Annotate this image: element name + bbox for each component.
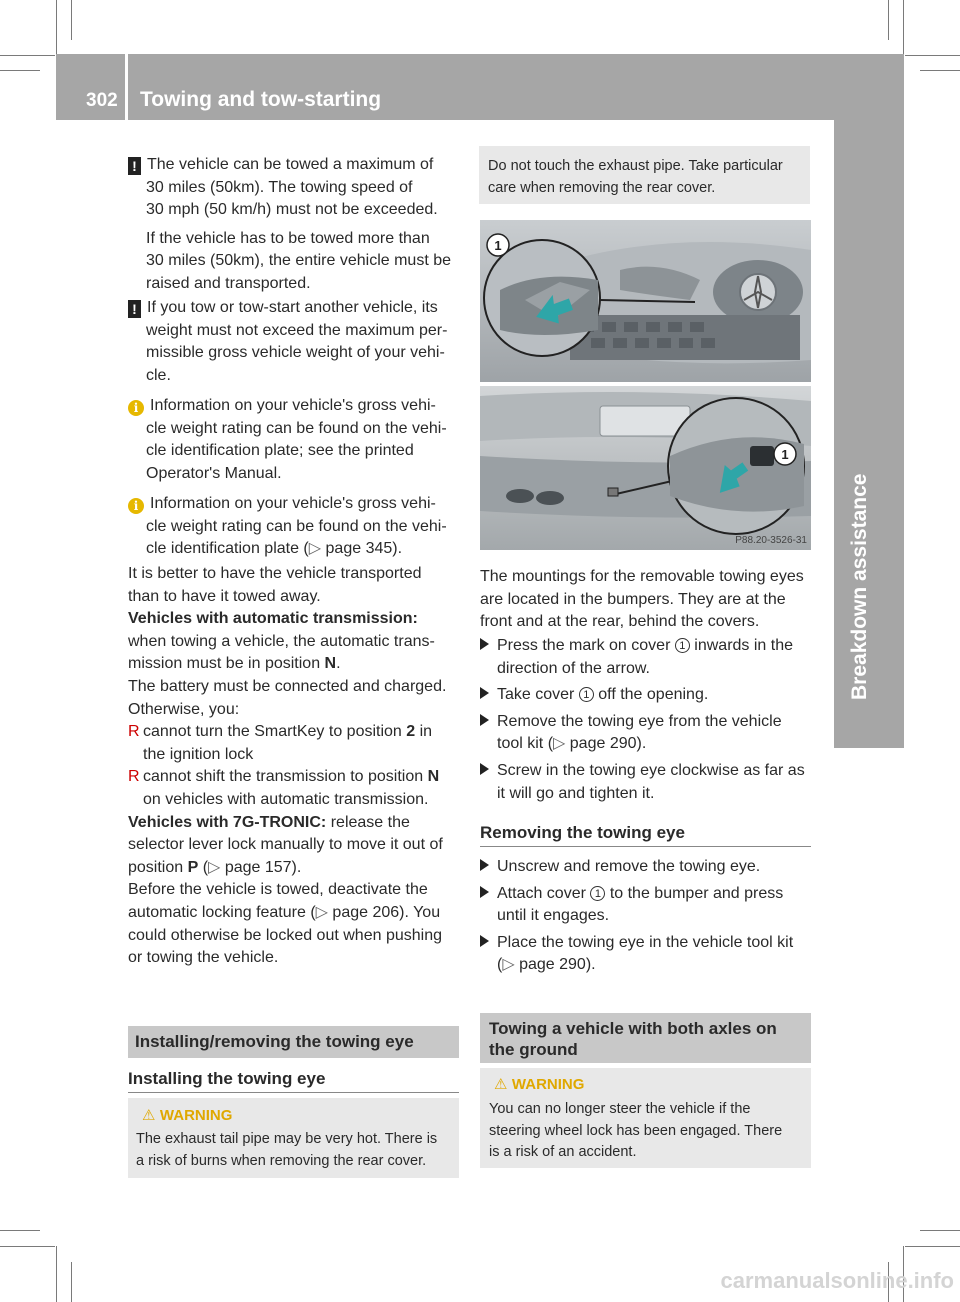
page-ref-icon: ▷	[553, 735, 566, 753]
watermark: carmanualsonline.info	[720, 1268, 954, 1293]
step-list: Press the mark on cover 1 inwards in the direction of the arrow. Take cover 1 off the opening. Remove the towing eye from the vehicle tool kit (▷ page 290). Screw in the towing eye clockwise as far as it will go and tighten it.	[480, 635, 815, 805]
crop-mark	[56, 0, 57, 55]
svg-text:1: 1	[781, 447, 789, 462]
step-arrow-icon	[480, 935, 489, 947]
section-header	[480, 1013, 811, 1063]
divider	[480, 846, 811, 847]
page-number: 302	[86, 90, 118, 111]
step-arrow-icon	[480, 638, 489, 650]
svg-text:1: 1	[494, 238, 502, 253]
section-title: Towing a vehicle with both axles on the ground	[489, 1019, 777, 1059]
note-block: ! If you tow or tow-start another vehicle, its weight must not exceed the maximum per- missible gross vehicle weight of your vehi- cle.	[128, 297, 463, 387]
section-header	[128, 1026, 459, 1058]
page-link[interactable]: page 290).	[569, 735, 647, 753]
section-title: Installing/removing the towing eye	[135, 1032, 414, 1051]
page-ref-icon: ▷	[315, 903, 328, 921]
crop-mark	[905, 55, 960, 56]
step-arrow-icon	[480, 859, 489, 871]
page-link[interactable]: page 290).	[519, 956, 596, 974]
list-item: Attach cover 1 to the bumper and press	[480, 883, 815, 906]
crop-mark	[0, 1246, 55, 1247]
crop-mark	[905, 1246, 960, 1247]
list-item: Remove the towing eye from the vehicle	[480, 711, 815, 734]
note-block: ! The vehicle can be towed a maximum of 30 miles (50km). The towing speed of 30 mph (50 km/h) must not be exceeded. If the vehicle has to be towed more than 30 miles (50km), the entire vehicle must be raised and transported.	[128, 154, 463, 296]
page-link[interactable]: page 345).	[325, 540, 403, 558]
bullet-icon: R	[128, 768, 140, 786]
page-link[interactable]: page 206). You	[332, 903, 441, 921]
image-code: P88.20-3526-31	[735, 535, 807, 546]
warning-box: ⚠ WARNING The exhaust tail pipe may be very hot. There is a risk of burns when removing the rear cover.	[128, 1098, 459, 1178]
step-arrow-icon	[480, 763, 489, 775]
subsection-title: Installing the towing eye	[128, 1069, 326, 1088]
warning-box: ⚠ WARNING You can no longer steer the vehicle if the steering wheel lock has been engaged. There is a risk of an accident.	[480, 1068, 811, 1168]
list-item: Screw in the towing eye clockwise as far as	[480, 760, 815, 783]
side-tab-label: Breakdown assistance	[848, 473, 871, 700]
rear-bumper-image	[480, 386, 811, 550]
list-item: Unscrew and remove the towing eye.	[480, 856, 815, 879]
subsection-title: Removing the towing eye	[480, 823, 685, 842]
info-icon: i	[128, 498, 144, 514]
crop-mark	[0, 1230, 40, 1231]
warning-icon: ⚠	[142, 1107, 156, 1124]
list-item: Press the mark on cover 1 inwards in the	[480, 635, 815, 658]
front-bumper-image	[480, 220, 811, 382]
crop-mark	[71, 1262, 72, 1302]
paragraph: The mountings for the removable towing eyes are located in the bumpers. They are at the front and at the rear, behind the covers.	[480, 568, 804, 631]
paragraph: It is better to have the vehicle transported than to have it towed away. Vehicles with automatic transmission: when towing a vehicle, the automatic trans- mission must be in position N. The battery must be connected and charged. Otherwise, you: R cannot turn the SmartKey to position 2 in the ignition lock R cannot shift the transmission to position N on vehicles with automatic transmission. Vehicles with 7G-TRONIC: release the selector lever lock manually to move it out of position P (▷ page 157). Before the vehicle is towed, deactivate the automatic locking feature (▷ page 206). You could otherwise be locked out when pushing or towing the vehicle.	[128, 563, 463, 970]
crop-mark	[0, 70, 40, 71]
info-block: i Information on your vehicle's gross vehi- cle weight rating can be found on the vehi- cle identification plate (▷ page 345).	[128, 493, 463, 561]
crop-mark	[0, 55, 55, 56]
crop-mark	[920, 70, 960, 71]
page-ref-icon: ▷	[502, 956, 515, 974]
warning-box-continued: Do not touch the exhaust pipe. Take particular care when removing the rear cover.	[479, 146, 810, 204]
crop-mark	[56, 1246, 57, 1302]
subheading: Vehicles with automatic transmission:	[128, 610, 418, 628]
warning-icon: ⚠	[494, 1076, 508, 1093]
header-separator	[125, 54, 128, 120]
subheading: Vehicles with 7G-TRONIC:	[128, 813, 327, 831]
crop-mark	[888, 0, 889, 40]
callout-icon: 1	[590, 886, 605, 901]
attention-icon: !	[128, 157, 141, 175]
crop-mark	[920, 1230, 960, 1231]
step-list: Unscrew and remove the towing eye. Attach cover 1 to the bumper and press until it engages. Place the towing eye in the vehicle tool kit (▷ page 290).	[480, 856, 815, 977]
info-block: i Information on your vehicle's gross vehi- cle weight rating can be found on the vehi- cle identification plate; see the printed Operator's Manual.	[128, 395, 463, 485]
divider	[128, 1092, 459, 1093]
step-arrow-icon	[480, 714, 489, 726]
crop-mark	[903, 0, 904, 55]
page-title: Towing and tow-starting	[140, 88, 382, 111]
list-item: Place the towing eye in the vehicle tool kit	[480, 932, 815, 955]
bullet-icon: R	[128, 723, 140, 741]
step-arrow-icon	[480, 687, 489, 699]
callout-icon: 1	[579, 687, 594, 702]
page-ref-icon: ▷	[308, 540, 322, 558]
step-arrow-icon	[480, 886, 489, 898]
page-ref-icon: ▷	[208, 858, 221, 876]
attention-icon: !	[128, 300, 141, 318]
page-link[interactable]: page 157).	[224, 858, 302, 876]
info-icon: i	[128, 400, 144, 416]
callout-icon: 1	[675, 638, 690, 653]
list-item: Take cover 1 off the opening.	[480, 684, 815, 707]
crop-mark	[71, 0, 72, 40]
